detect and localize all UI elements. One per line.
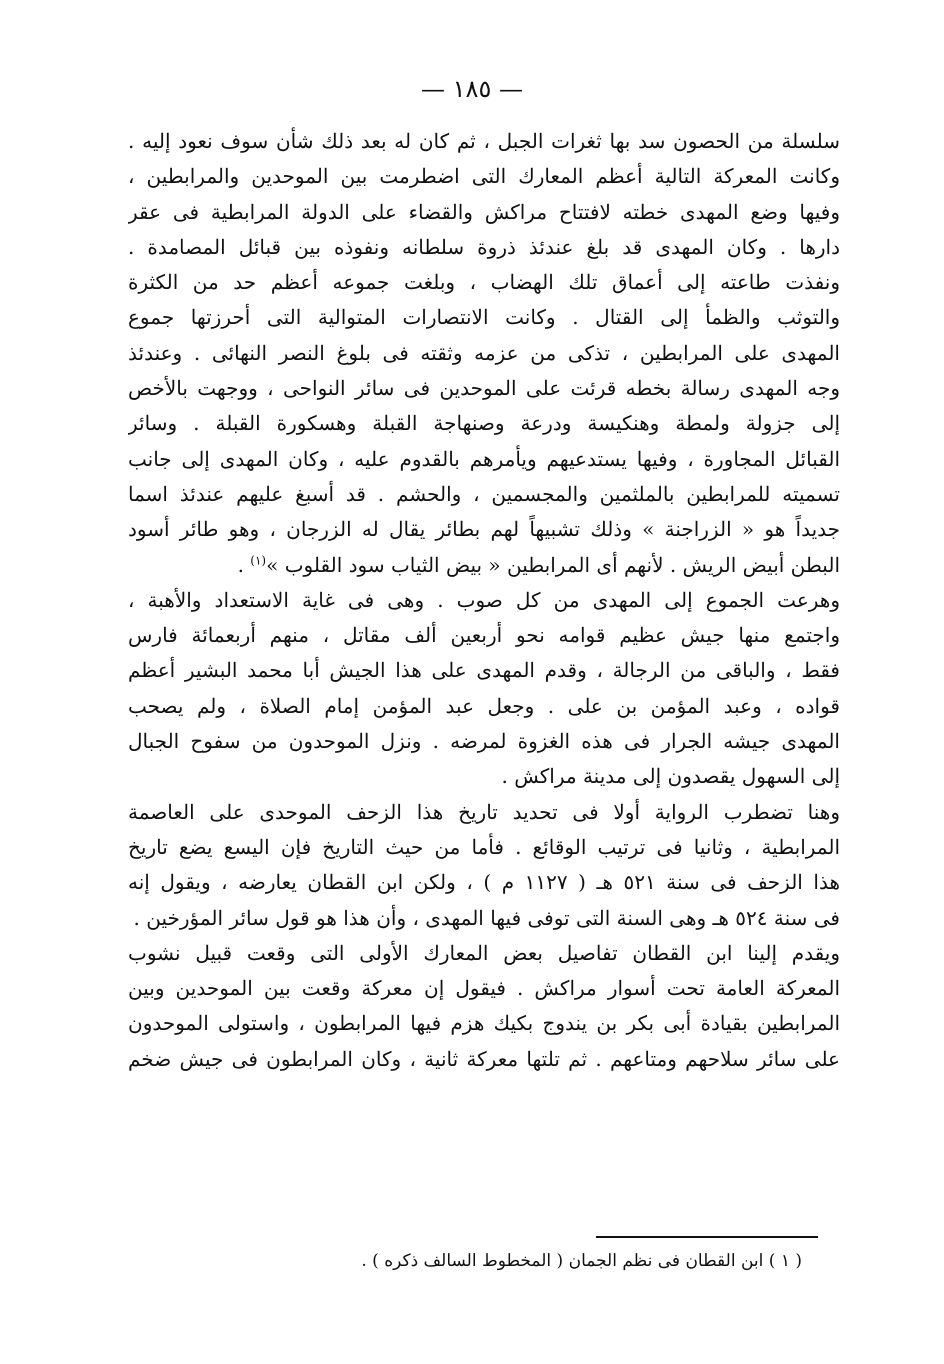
text-line: جديداً هو « الزراجنة » وذلك تشبيهاً لهم بطائر يقال له الزرجان ، وهو طائر أسود xyxy=(128,517,840,542)
text-line: فى سنة ٥٢٤ هـ وهى السنة التى توفى فيها المهدى ، وأن هذا هو قول سائر المؤرخين . xyxy=(133,905,840,930)
text-line: المعركة العامة تحت أسوار مراكش . فيقول إن معركة وقعت بين الموحدين وبين xyxy=(128,976,840,1001)
text-line: القبائل المجاورة ، وفيها يستدعيهم ويأمرهم بالقدوم عليه ، وكان المهدى إلى جانب xyxy=(128,446,840,471)
text-line: والتوثب والظمأ إلى القتال . وكانت الانتصارات المتوالية التى أحرزتها جموع xyxy=(128,305,840,330)
text-line: تسميته للمرابطين بالملثمين والمجسمين ، والحشم . قد أسبغ عليهم عندئذ اسما xyxy=(128,481,840,506)
text-line: المهدى جيشه الجرار فى هذه الغزوة لمرضه . ونزل الموحدون من سفوح الجبال xyxy=(128,729,840,754)
text-line: ونفذت طاعته إلى أعماق تلك الهضاب ، وبلغت جموعه أعظم حد من الكثرة xyxy=(128,270,840,295)
footnote-marker: (١) xyxy=(250,552,267,567)
text-line-with-footnote: البطن أبيض الريش . لأنهم أى المرابطين « بيض الثياب سود القلوب »$^{(١)}$ . xyxy=(237,552,840,577)
text-line: وجه المهدى رسالة بخطه قرئت على الموحدين فى سائر النواحى ، ووجهت بالأخص xyxy=(128,376,840,401)
text-line: دارها . وكان المهدى قد بلغ عندئذ ذروة سلطانه ونفوذه بين قبائل المصامدة . xyxy=(128,234,840,259)
text-line: وكانت المعركة التالية أعظم المعارك التى اضطرمت بين الموحدين والمرابطين ، xyxy=(128,164,840,189)
text-line: وهنا تضطرب الرواية أولا فى تحديد تاريخ هذا الزحف الموحدى على العاصمة xyxy=(128,799,840,824)
text-line: ويقدم إلينا ابن القطان تفاصيل بعض المعارك الأولى التى وقعت قبيل نشوب xyxy=(128,940,840,965)
text-line: واجتمع منها جيش عظيم قوامه نحو أربعين ألف مقاتل ، منهم أربعمائة فارس xyxy=(128,623,840,648)
text-line: وفيها وضع المهدى خطته لافتتاح مراكش والقضاء على الدولة المرابطية فى عقر xyxy=(128,199,840,224)
footnote: ( ١ ) ابن القطان فى نظم الجمان ( المخطوط السالف ذكره ) . xyxy=(361,1251,802,1271)
text-line: على سائر سلاحهم ومتاعهم . ثم تلتها معركة ثانية ، وكان المرابطون فى جيش ضخم xyxy=(128,1046,840,1071)
page-number: — ١٨٥ — xyxy=(421,75,523,103)
text-line: هذا الزحف فى سنة ٥٢١ هـ ( ١١٢٧ م ) ، ولكن ابن القطان يعارضه ، ويقول إنه xyxy=(128,870,840,895)
text-line: المهدى على المرابطين ، تذكى من عزمه وثقته فى بلوغ النصر النهائى . وعندئذ xyxy=(128,340,840,365)
text-line: سلسلة من الحصون سد بها ثغرات الجبل ، ثم كان له بعد ذلك شأن سوف نعود إليه . xyxy=(128,129,840,153)
footnote-divider xyxy=(596,1236,818,1238)
text-line: المرابطية ، وثانيا فى ترتيب الوقائع . فأما من حيث التاريخ فإن اليسع يضع تاريخ xyxy=(128,834,840,859)
text-line: فقط ، والباقى من الرجالة ، وقدم المهدى على هذا الجيش أبا محمد البشير أعظم xyxy=(128,658,840,683)
text-line-content: البطن أبيض الريش . لأنهم أى المرابطين « بيض الثياب سود القلوب » xyxy=(266,552,840,577)
text-line: إلى جزولة ولمطة وهنكيسة ودرعة وصنهاجة القبلة وهسكورة القبلة . وسائر xyxy=(128,411,840,436)
text-line: قواده ، وعبد المؤمن بن على . وجعل عبد المؤمن إمام الصلاة ، ولم يصحب xyxy=(128,693,840,718)
text-line: المرابطين بقيادة أبى بكر بن يندوج بكيك هزم فيها المرابطون ، واستولى الموحدون xyxy=(128,1011,840,1036)
body-text xyxy=(128,124,840,1077)
text-line: وهرعت الجموع إلى المهدى من كل صوب . وهى فى غاية الاستعداد والأهبة ، xyxy=(128,587,840,612)
text-line: إلى السهول يقصدون إلى مدينة مراكش . xyxy=(501,764,840,789)
